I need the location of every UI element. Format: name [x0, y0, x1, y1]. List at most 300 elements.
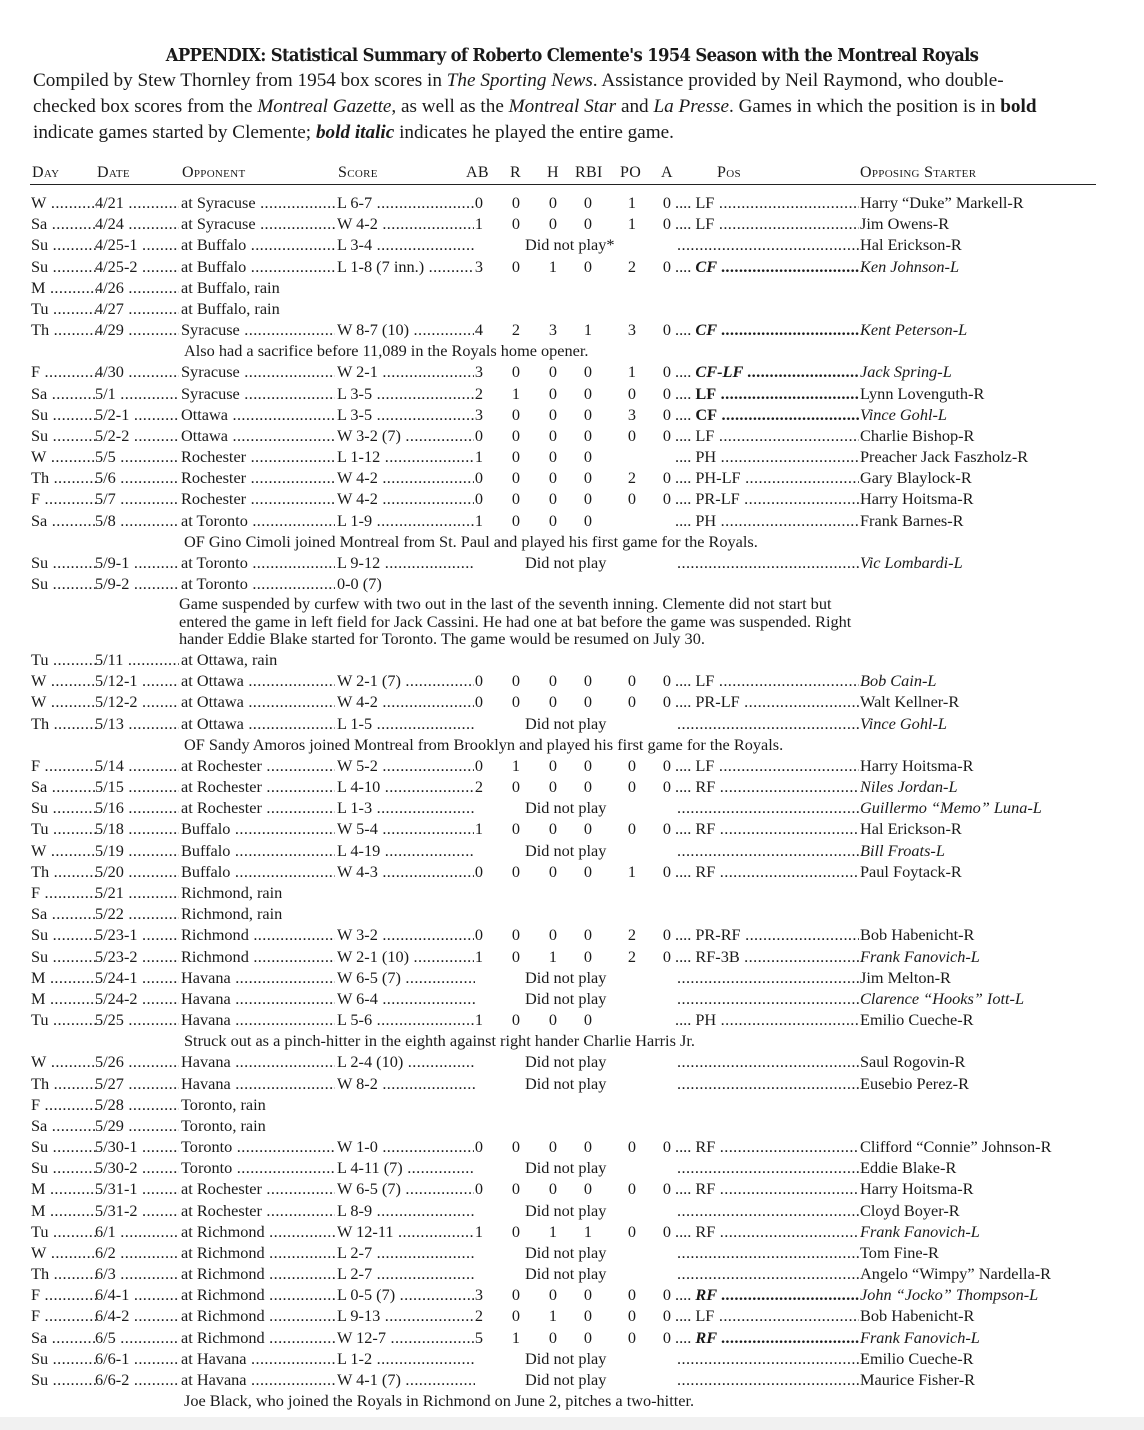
opponent-cell: at Ottawa, rain [181, 650, 278, 670]
row-note: Struck out as a pinch-hitter in the eighth against right hander Charlie Harris Jr. [184, 1031, 695, 1051]
rbi-cell: 0 [583, 362, 593, 382]
a-cell: 0 [662, 1179, 672, 1199]
day-cell: Tu ..... [31, 298, 97, 319]
po-cell: 0 [627, 1306, 637, 1326]
position-value: PR-LF [695, 692, 740, 712]
rbi-cell: 0 [583, 1285, 593, 1305]
date-cell: 5/24-1 ..... [95, 967, 179, 988]
date-cell: 4/25-1 ..... [95, 234, 179, 255]
score-cell: L 3-5 ..... [337, 404, 474, 425]
po-cell: 0 [627, 383, 637, 403]
a-cell: 0 [662, 425, 672, 445]
opponent-cell: Syracuse ..... [181, 383, 335, 404]
ab-cell: 2 [474, 383, 484, 403]
r-cell: 0 [511, 946, 521, 966]
date-cell: 5/15 ..... [95, 776, 179, 797]
day-cell: Su ..... [31, 425, 97, 446]
table-row [0, 298, 1144, 319]
header-date: Date [97, 164, 130, 181]
intro-text: , as well as the [391, 96, 509, 117]
po-cell: 0 [627, 755, 637, 775]
opposing-starter-cell: Paul Foytack-R [860, 861, 962, 881]
r-cell: 0 [511, 819, 521, 839]
opponent-cell: Syracuse ..... [181, 319, 335, 340]
score-cell: 0-0 (7) [337, 574, 382, 594]
opposing-starter-cell: Emilio Cueche-R [860, 1348, 974, 1368]
opponent-cell: at Havana ..... [181, 1348, 335, 1369]
opponent-cell: at Rochester ..... [181, 1200, 335, 1221]
leader-dots [677, 1348, 859, 1369]
score-cell: L 8-9 ..... [337, 1200, 475, 1221]
a-cell: 0 [662, 489, 672, 509]
did-not-play-label: Did not play* [525, 235, 615, 255]
date-cell: 5/21 ..... [95, 882, 179, 903]
opponent-cell: Richmond ..... [181, 924, 335, 945]
date-cell: 5/6 ..... [95, 467, 179, 488]
intro-text: . Games in which the position is in [728, 96, 1001, 117]
table-row [0, 903, 1144, 924]
day-cell: Su ..... [31, 552, 97, 573]
day-cell: F ..... [31, 1094, 97, 1115]
ab-cell: 1 [474, 1010, 484, 1030]
intro-publication: La Presse [653, 96, 729, 117]
day-cell: Su ..... [31, 1348, 97, 1369]
position-cell [675, 256, 859, 277]
opponent-cell: at Ottawa ..... [181, 670, 335, 691]
opposing-starter-cell: Frank Fanovich-L [860, 1327, 980, 1347]
leader-dots: .... [675, 946, 696, 966]
score-cell: L 4-11 (7) ..... [337, 1157, 475, 1178]
opposing-starter-cell: Harry Hoitsma-R [860, 1179, 974, 1199]
rbi-cell: 0 [583, 755, 593, 775]
score-cell: W 8-7 (10) ..... [337, 319, 474, 340]
opposing-starter-cell: Bill Froats-L [860, 840, 945, 860]
day-cell: Th ..... [31, 319, 97, 340]
po-cell: 3 [627, 404, 637, 424]
opposing-starter-cell: Cloyd Boyer-R [860, 1200, 960, 1220]
score-cell: L 1-2 ..... [337, 1348, 475, 1369]
opponent-cell: at Ottawa ..... [181, 691, 335, 712]
intro-text: indicate games started by Clemente; [33, 122, 316, 143]
leader-dots: .... [675, 692, 696, 712]
position-cell [675, 818, 859, 839]
r-cell: 0 [511, 692, 521, 712]
po-cell: 0 [627, 425, 637, 445]
leader-dots: .... [675, 755, 696, 775]
date-cell: 5/27 ..... [95, 1073, 179, 1094]
score-cell: L 1-9 ..... [337, 510, 474, 531]
header-score: Score [338, 164, 378, 181]
table-row [0, 446, 1144, 467]
date-cell: 6/5 ..... [95, 1327, 179, 1348]
table-row [0, 256, 1144, 277]
day-cell: Su ..... [31, 234, 97, 255]
table-row [0, 882, 1144, 903]
header-rule [30, 184, 1096, 185]
opposing-starter-cell: Vince Gohl-L [860, 713, 947, 733]
score-cell: W 2-1 ..... [337, 361, 474, 382]
day-cell: Su ..... [31, 573, 97, 594]
position-cell [675, 1305, 859, 1326]
table-row [0, 818, 1144, 839]
leader-dots: .... [675, 468, 696, 488]
opposing-starter-cell: Jack Spring-L [860, 362, 952, 382]
did-not-play-label: Did not play [525, 1052, 607, 1072]
position-value: CF [695, 320, 718, 340]
opposing-starter-cell: Vic Lombardi-L [860, 552, 963, 572]
opponent-cell: at Havana ..... [181, 1369, 335, 1390]
intro-bold-italic-word: bold italic [315, 122, 395, 143]
a-cell: 0 [662, 946, 672, 966]
did-not-play-label: Did not play [525, 1348, 607, 1368]
opponent-cell: at Rochester ..... [181, 1178, 335, 1199]
opposing-starter-cell: Bob Habenicht-R [860, 1306, 975, 1326]
table-row [0, 510, 1144, 531]
date-cell: 5/25 ..... [95, 1009, 179, 1030]
date-cell: 5/9-1 ..... [95, 552, 179, 573]
day-cell: Th ..... [31, 713, 97, 734]
opposing-starter-cell: John “Jocko” Thompson-L [860, 1285, 1039, 1305]
h-cell: 0 [548, 193, 558, 212]
score-cell: L 3-4 ..... [337, 234, 475, 255]
leader-dots [677, 1200, 859, 1221]
opponent-cell: at Richmond ..... [181, 1284, 335, 1305]
ab-cell: 2 [474, 1306, 484, 1326]
date-cell: 6/4-1 ..... [95, 1284, 179, 1305]
rbi-cell: 0 [583, 1306, 593, 1326]
day-cell: Sa ..... [31, 510, 97, 531]
day-cell: Sa ..... [31, 776, 97, 797]
table-row [0, 988, 1144, 1009]
rbi-cell: 0 [583, 671, 593, 691]
intro-text: Compiled by Stew Thornley from 1954 box scores in [33, 70, 447, 91]
position-cell [675, 446, 859, 467]
leader-dots: .... [675, 256, 696, 276]
po-cell: 1 [627, 861, 637, 881]
leader-dots [677, 1369, 859, 1390]
day-cell: Sa ..... [31, 383, 97, 404]
score-cell: W 4-2 ..... [337, 467, 474, 488]
rbi-cell: 0 [583, 1137, 593, 1157]
leader-dots: .... [675, 404, 696, 424]
leader-dots [677, 967, 859, 988]
opponent-cell: at Rochester ..... [181, 755, 335, 776]
h-cell: 0 [548, 468, 558, 488]
leader-dots [677, 552, 859, 573]
opponent-cell: Rochester ..... [181, 488, 335, 509]
row-note: OF Gino Cimoli joined Montreal from St. Paul and played his first game for the Royals. [184, 531, 758, 551]
position-cell [675, 510, 859, 531]
date-cell: 6/1 ..... [95, 1221, 179, 1242]
ab-cell: 0 [474, 193, 484, 212]
opposing-starter-cell: Gary Blaylock-R [860, 468, 972, 488]
table-row [0, 552, 1144, 573]
date-cell: 5/16 ..... [95, 797, 179, 818]
position-value: RF [695, 1221, 716, 1241]
opponent-cell: at Rochester ..... [181, 797, 335, 818]
day-cell: F ..... [31, 755, 97, 776]
position-value: CF [695, 256, 718, 276]
date-cell: 5/9-2 ..... [95, 573, 179, 594]
header-r: R [510, 164, 521, 181]
did-not-play-label: Did not play [525, 1200, 607, 1220]
leader-dots: .... [675, 1179, 696, 1199]
day-cell: Th ..... [31, 1263, 97, 1284]
table-row [0, 234, 1144, 255]
table-row [0, 1178, 1144, 1199]
intro-text: . Assistance provided by Neil Raymond, who double- [592, 70, 1004, 91]
leader-dots: .... [675, 510, 696, 530]
did-not-play-label: Did not play [525, 713, 607, 733]
a-cell: 0 [662, 468, 672, 488]
a-cell: 0 [662, 1306, 672, 1326]
h-cell: 0 [548, 1327, 558, 1347]
position-cell [675, 404, 859, 425]
table-row [0, 467, 1144, 488]
a-cell: 0 [662, 1137, 672, 1157]
opponent-cell: at Richmond ..... [181, 1263, 335, 1284]
po-cell: 0 [627, 1137, 637, 1157]
ab-cell: 3 [474, 362, 484, 382]
ab-cell: 1 [474, 447, 484, 467]
score-cell: L 0-5 (7) ..... [337, 1284, 474, 1305]
r-cell: 0 [511, 1010, 521, 1030]
h-cell: 0 [548, 489, 558, 509]
intro-text: checked box scores from the [33, 96, 258, 117]
r-cell: 0 [511, 1137, 521, 1157]
ab-cell: 3 [474, 404, 484, 424]
row-note: hander Eddie Blake started for Toronto. The game would be resumed on July 30. [179, 628, 705, 648]
day-cell: Tu ..... [31, 649, 97, 670]
opponent-cell: at Richmond ..... [181, 1221, 335, 1242]
did-not-play-label: Did not play [525, 1158, 607, 1178]
header-pos: Pos [717, 164, 741, 181]
score-cell: W 4-2 ..... [337, 213, 474, 234]
day-cell: Th ..... [31, 467, 97, 488]
date-cell: 5/1 ..... [95, 383, 179, 404]
po-cell: 2 [627, 256, 637, 276]
h-cell: 0 [548, 404, 558, 424]
opponent-cell: at Rochester ..... [181, 776, 335, 797]
position-value: RF [695, 861, 716, 881]
po-cell: 0 [627, 819, 637, 839]
h-cell: 0 [548, 755, 558, 775]
ab-cell: 0 [474, 489, 484, 509]
h-cell: 0 [548, 671, 558, 691]
row-note: Joe Black, who joined the Royals in Richmond on June 2, pitches a two-hitter. [184, 1391, 695, 1411]
opponent-cell: at Toronto ..... [181, 552, 335, 573]
leader-dots: .... [675, 193, 696, 212]
day-cell: Tu ..... [31, 818, 97, 839]
leader-dots: .... [675, 447, 696, 467]
day-cell: Su ..... [31, 1136, 97, 1157]
rbi-cell: 0 [583, 447, 593, 467]
date-cell: 5/5 ..... [95, 446, 179, 467]
position-cell [675, 924, 859, 945]
header-opposing-starter: Opposing Starter [860, 164, 977, 181]
leader-dots [677, 234, 859, 255]
rbi-cell: 0 [583, 425, 593, 445]
r-cell: 0 [511, 1285, 521, 1305]
opponent-cell: Buffalo ..... [181, 840, 335, 861]
rbi-cell: 0 [583, 777, 593, 797]
score-cell: L 6-7 ..... [337, 192, 474, 213]
opponent-cell: Richmond, rain [181, 883, 283, 902]
day-cell: Sa ..... [31, 213, 97, 234]
h-cell: 1 [548, 946, 558, 966]
date-cell: 5/19 ..... [95, 840, 179, 861]
position-cell [675, 776, 859, 797]
leader-dots [677, 1051, 859, 1072]
score-cell: L 3-5 ..... [337, 383, 474, 404]
table-row [0, 649, 1144, 670]
opponent-cell: at Syracuse ..... [181, 213, 335, 234]
table-row [0, 1009, 1144, 1030]
opposing-starter-cell: Harry Hoitsma-R [860, 489, 974, 509]
table-row [0, 488, 1144, 509]
leader-dots [677, 1157, 859, 1178]
day-cell: M ..... [31, 967, 97, 988]
position-value: PH [695, 510, 717, 530]
a-cell: 0 [662, 755, 672, 775]
table-row [0, 1263, 1144, 1284]
po-cell: 3 [627, 320, 637, 340]
r-cell: 1 [511, 755, 521, 775]
ab-cell: 0 [474, 1179, 484, 1199]
date-cell: 5/12-2 ..... [95, 691, 179, 712]
po-cell: 2 [627, 946, 637, 966]
a-cell: 0 [662, 1285, 672, 1305]
r-cell: 0 [511, 510, 521, 530]
date-cell: 4/21 ..... [95, 192, 179, 213]
table-row [0, 1327, 1144, 1348]
leader-dots: .... [675, 489, 696, 509]
did-not-play-label: Did not play [525, 1369, 607, 1389]
position-value: LF [695, 214, 715, 234]
leader-dots [677, 713, 859, 734]
leader-dots [677, 1242, 859, 1263]
date-cell: 5/29 ..... [95, 1115, 179, 1136]
opposing-starter-cell: Frank Fanovich-L [860, 946, 980, 966]
rbi-cell: 0 [583, 256, 593, 276]
opponent-cell: Havana ..... [181, 1051, 335, 1072]
table-row [0, 713, 1144, 734]
leader-dots: .... [675, 1221, 696, 1241]
rbi-cell: 0 [583, 404, 593, 424]
r-cell: 0 [511, 447, 521, 467]
leader-dots: .... [675, 425, 696, 445]
ab-cell: 0 [474, 925, 484, 945]
table-row [0, 1242, 1144, 1263]
did-not-play-label: Did not play [525, 1073, 607, 1093]
table-row [0, 776, 1144, 797]
position-value: LF [695, 425, 715, 445]
date-cell: 5/11 ..... [95, 649, 179, 670]
rbi-cell: 0 [583, 489, 593, 509]
r-cell: 0 [511, 362, 521, 382]
score-cell: W 5-2 ..... [337, 755, 474, 776]
score-cell: W 4-2 ..... [337, 488, 474, 509]
rbi-cell: 0 [583, 861, 593, 881]
rbi-cell: 0 [583, 1010, 593, 1030]
date-cell: 5/30-1 ..... [95, 1136, 179, 1157]
r-cell: 0 [511, 256, 521, 276]
r-cell: 0 [511, 404, 521, 424]
po-cell: 0 [627, 671, 637, 691]
opposing-starter-cell: Lynn Lovenguth-R [860, 383, 985, 403]
opponent-cell: Havana ..... [181, 1073, 335, 1094]
h-cell: 1 [548, 256, 558, 276]
opponent-cell: at Richmond ..... [181, 1305, 335, 1326]
h-cell: 0 [548, 925, 558, 945]
day-cell: F ..... [31, 488, 97, 509]
date-cell: 5/30-2 ..... [95, 1157, 179, 1178]
day-cell: F ..... [31, 882, 97, 903]
ab-cell: 0 [474, 671, 484, 691]
page-title: APPENDIX: Statistical Summary of Roberto Clemente's 1954 Season with the Montreal Royals [165, 46, 979, 66]
a-cell: 0 [662, 671, 672, 691]
day-cell: Su ..... [31, 946, 97, 967]
day-cell: W ..... [31, 1242, 97, 1263]
date-cell: 5/7 ..... [95, 488, 179, 509]
r-cell: 0 [511, 425, 521, 445]
ab-cell: 0 [474, 425, 484, 445]
rbi-cell: 0 [583, 1179, 593, 1199]
position-value: LF [695, 1306, 715, 1326]
ab-cell: 5 [474, 1327, 484, 1347]
a-cell: 0 [662, 256, 672, 276]
ab-cell: 1 [474, 819, 484, 839]
day-cell: W ..... [31, 840, 97, 861]
table-row [0, 967, 1144, 988]
opposing-starter-cell: Tom Fine-R [860, 1242, 939, 1262]
opposing-starter-cell: Preacher Jack Faszholz-R [860, 447, 1029, 467]
score-cell: L 4-19 ..... [337, 840, 475, 861]
intro-line-1 [33, 70, 1123, 92]
date-cell: 6/4-2 ..... [95, 1305, 179, 1326]
rbi-cell: 0 [583, 383, 593, 403]
opponent-cell: at Buffalo, rain [181, 298, 280, 318]
po-cell: 0 [627, 692, 637, 712]
opponent-cell: at Richmond ..... [181, 1327, 335, 1348]
a-cell: 0 [662, 819, 672, 839]
leader-dots: .... [675, 671, 696, 691]
opponent-cell: Ottawa ..... [181, 425, 335, 446]
leader-dots: .... [675, 1306, 696, 1326]
table-row [0, 797, 1144, 818]
day-cell: Su ..... [31, 797, 97, 818]
position-cell [675, 192, 859, 213]
h-cell: 0 [548, 819, 558, 839]
po-cell: 1 [627, 193, 637, 212]
position-cell [675, 1221, 859, 1242]
row-note: entered the game in left field for Jack Cassini. He had one at bat before the game was suspended. Right [179, 611, 852, 631]
po-cell: 0 [627, 1285, 637, 1305]
row-note: Also had a sacrifice before 11,089 in the Royals home opener. [184, 341, 589, 361]
h-cell: 0 [548, 1179, 558, 1199]
header-day: Day [32, 164, 60, 181]
leader-dots: .... [675, 861, 696, 881]
date-cell: 5/2-2 ..... [95, 425, 179, 446]
rbi-cell: 1 [583, 1221, 593, 1241]
ab-cell: 1 [474, 1221, 484, 1241]
opposing-starter-cell: Charlie Bishop-R [860, 425, 975, 445]
position-cell [675, 213, 859, 234]
did-not-play-label: Did not play [525, 967, 607, 987]
leader-dots [677, 797, 859, 818]
po-cell: 0 [627, 1221, 637, 1241]
position-cell [675, 488, 859, 509]
